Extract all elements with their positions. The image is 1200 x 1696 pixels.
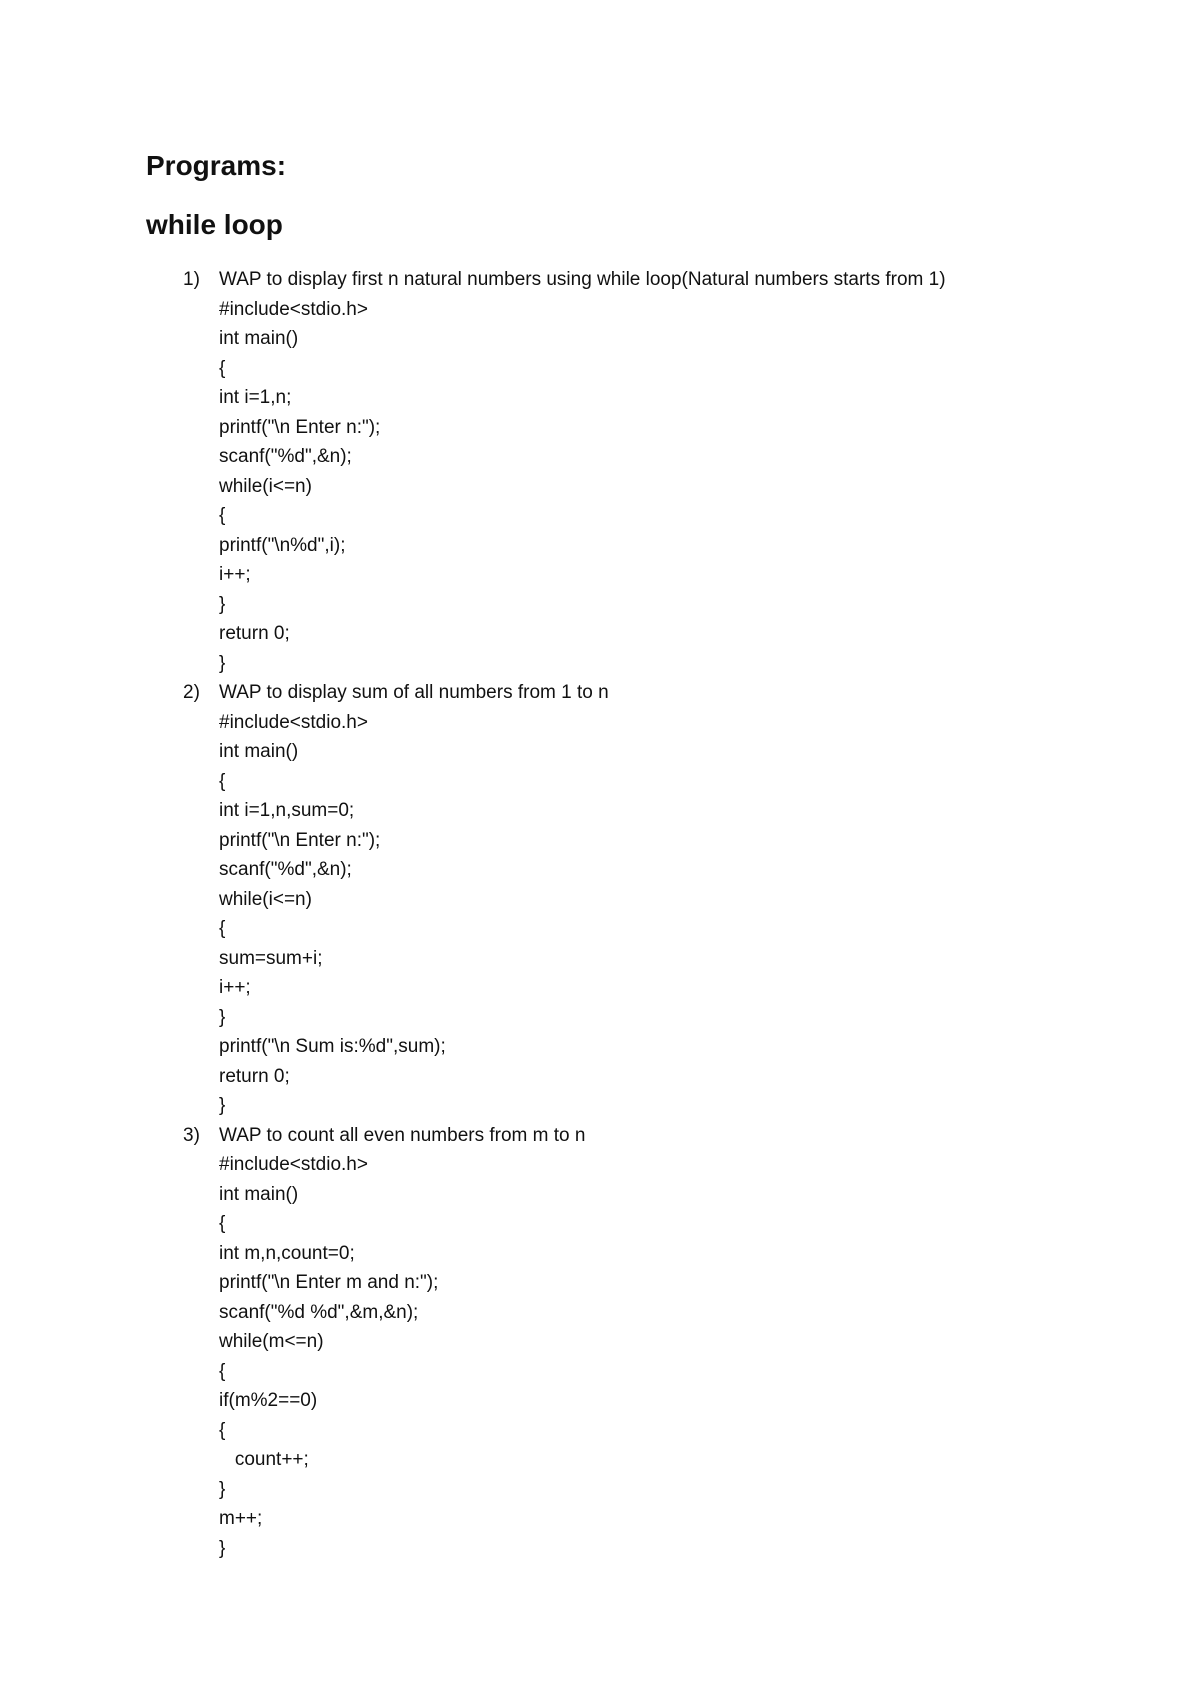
code-line: i++; bbox=[219, 977, 251, 998]
code-line: } bbox=[219, 1095, 226, 1116]
code-line: while(m<=n) bbox=[219, 1331, 324, 1352]
program-list bbox=[146, 265, 1146, 1563]
code-line: int main() bbox=[219, 1183, 299, 1205]
code-line: printf("\n Enter m and n:"); bbox=[219, 1272, 439, 1293]
code-line: printf("\n Sum is:%d",sum); bbox=[219, 1036, 446, 1057]
code-line: int main() bbox=[219, 741, 299, 762]
program-heading bbox=[146, 678, 1146, 708]
code-line: } bbox=[219, 593, 226, 615]
code-block bbox=[146, 295, 1146, 679]
code-line: return 0; bbox=[219, 623, 290, 644]
program-number: 3) bbox=[183, 1124, 200, 1146]
code-line: #include<stdio.h> bbox=[219, 298, 368, 320]
program-item bbox=[146, 1121, 1146, 1564]
code-line: scanf("%d",&n); bbox=[219, 446, 352, 467]
program-item bbox=[146, 265, 1146, 678]
code-line: scanf("%d",&n); bbox=[219, 859, 352, 880]
code-line: int main() bbox=[219, 328, 299, 349]
code-line: if(m%2==0) bbox=[219, 1390, 318, 1411]
program-title: WAP to display first n natural numbers using while loop(Natural numbers starts from 1) bbox=[219, 269, 946, 290]
code-line: scanf("%d %d",&m,&n); bbox=[219, 1301, 419, 1323]
section-heading: while loop bbox=[146, 209, 283, 240]
code-line: while(i<=n) bbox=[219, 475, 312, 497]
document-title: Programs: bbox=[146, 150, 287, 181]
code-block bbox=[146, 1150, 1146, 1563]
code-line: int m,n,count=0; bbox=[219, 1242, 355, 1264]
code-line: return 0; bbox=[219, 1065, 290, 1087]
program-heading bbox=[146, 1121, 1146, 1151]
code-line: { bbox=[219, 1360, 226, 1382]
code-line: } bbox=[219, 1478, 226, 1500]
program-item bbox=[146, 678, 1146, 1121]
code-line: } bbox=[219, 1006, 226, 1028]
code-line: { bbox=[219, 505, 226, 526]
code-line: int i=1,n,sum=0; bbox=[219, 800, 355, 821]
program-title: WAP to display sum of all numbers from 1 to n bbox=[219, 682, 609, 703]
code-line: while(i<=n) bbox=[219, 888, 312, 910]
code-line: { bbox=[219, 918, 226, 939]
program-number: 1) bbox=[183, 269, 200, 290]
code-line: sum=sum+i; bbox=[219, 947, 323, 969]
code-line: #include<stdio.h> bbox=[219, 711, 368, 733]
code-block bbox=[146, 708, 1146, 1121]
code-line: printf("\n Enter n:"); bbox=[219, 829, 381, 851]
code-line: count++; bbox=[219, 1449, 309, 1470]
code-line: printf("\n Enter n:"); bbox=[219, 416, 381, 438]
program-heading bbox=[146, 265, 1146, 295]
code-line: printf("\n%d",i); bbox=[219, 534, 346, 556]
code-line: #include<stdio.h> bbox=[219, 1154, 368, 1175]
program-title: WAP to count all even numbers from m to n bbox=[219, 1124, 586, 1146]
code-line: } bbox=[219, 652, 226, 674]
code-line: { bbox=[219, 1419, 226, 1441]
code-line: { bbox=[219, 770, 226, 792]
code-line: { bbox=[219, 1213, 226, 1234]
code-line: } bbox=[219, 1537, 226, 1559]
code-line: int i=1,n; bbox=[219, 387, 292, 408]
program-number: 2) bbox=[183, 682, 200, 703]
code-line: i++; bbox=[219, 564, 251, 585]
code-line: m++; bbox=[219, 1508, 263, 1529]
code-line: { bbox=[219, 357, 226, 379]
